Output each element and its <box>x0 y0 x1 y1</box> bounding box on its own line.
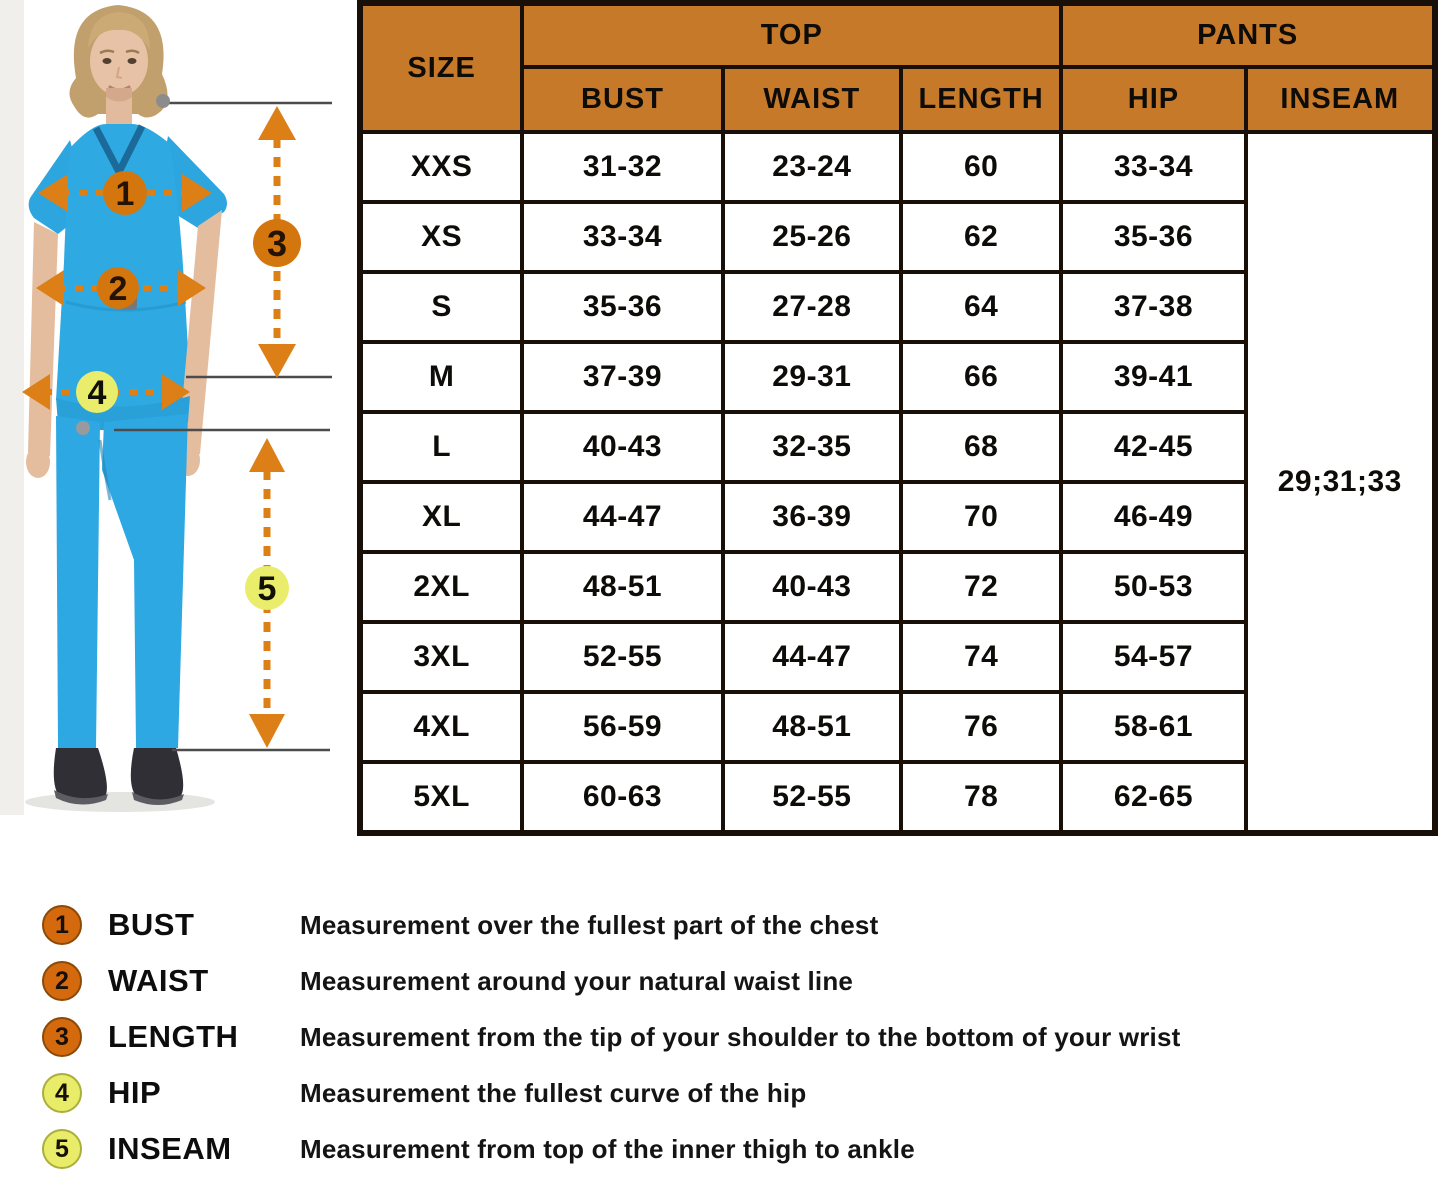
model-photo <box>0 0 358 815</box>
measurement-legend <box>42 897 1181 1177</box>
length-marker-number: 3 <box>266 223 288 264</box>
waist-marker-number: 2 <box>108 270 128 308</box>
legend-item-waist <box>42 953 1181 1009</box>
cell-waist: 48-51 <box>723 692 901 762</box>
table-row <box>360 132 1435 202</box>
legend-label: HIP <box>108 1075 162 1110</box>
cell-waist: 27-28 <box>723 272 901 342</box>
inseam-marker-number: 5 <box>257 570 277 608</box>
cell-hip: 33-34 <box>1061 132 1245 202</box>
legend-item-length <box>42 1009 1181 1065</box>
cell-hip: 46-49 <box>1061 482 1245 552</box>
cell-hip: 37-38 <box>1061 272 1245 342</box>
legend-item-bust <box>42 897 1181 953</box>
cell-bust: 37-39 <box>522 342 722 412</box>
header-inseam: INSEAM <box>1246 67 1435 132</box>
legend-badge-3: 3 <box>42 1017 82 1057</box>
cell-length: 74 <box>901 622 1061 692</box>
legend-badge-4: 4 <box>42 1073 82 1113</box>
cell-hip: 35-36 <box>1061 202 1245 272</box>
legend-description: Measurement from the tip of your shoulder to the bottom of your wrist <box>300 1021 1181 1052</box>
cell-waist: 29-31 <box>723 342 901 412</box>
cell-inseam-merged: 29;31;33 <box>1246 132 1435 833</box>
legend-badge-2: 2 <box>42 961 82 1001</box>
legend-item-inseam <box>42 1121 1181 1177</box>
cell-bust: 48-51 <box>522 552 722 622</box>
legend-badge-5: 5 <box>42 1129 82 1169</box>
cell-size: 2XL <box>360 552 522 622</box>
legend-description: Measurement the fullest curve of the hip <box>300 1077 807 1108</box>
legend-label: BUST <box>108 907 195 942</box>
hip-marker-number: 4 <box>87 374 107 412</box>
header-waist: WAIST <box>723 67 901 132</box>
cell-length: 68 <box>901 412 1061 482</box>
cell-size: L <box>360 412 522 482</box>
cell-hip: 54-57 <box>1061 622 1245 692</box>
legend-description: Measurement over the fullest part of the chest <box>300 909 879 940</box>
cell-bust: 44-47 <box>522 482 722 552</box>
cell-size: S <box>360 272 522 342</box>
cell-size: XL <box>360 482 522 552</box>
cell-length: 78 <box>901 762 1061 833</box>
cell-bust: 60-63 <box>522 762 722 833</box>
cell-bust: 31-32 <box>522 132 722 202</box>
legend-label: INSEAM <box>108 1131 232 1166</box>
cell-bust: 40-43 <box>522 412 722 482</box>
cell-hip: 39-41 <box>1061 342 1245 412</box>
model-illustration <box>0 0 358 815</box>
header-bust: BUST <box>522 67 722 132</box>
cell-size: XXS <box>360 132 522 202</box>
cell-bust: 56-59 <box>522 692 722 762</box>
bust-marker-number: 1 <box>115 175 135 213</box>
header-hip: HIP <box>1061 67 1245 132</box>
legend-badge-1: 1 <box>42 905 82 945</box>
legend-item-hip <box>42 1065 1181 1121</box>
legend-label: LENGTH <box>108 1019 239 1054</box>
cell-hip: 58-61 <box>1061 692 1245 762</box>
cell-waist: 36-39 <box>723 482 901 552</box>
cell-length: 70 <box>901 482 1061 552</box>
cell-size: 5XL <box>360 762 522 833</box>
cell-waist: 32-35 <box>723 412 901 482</box>
cell-size: 3XL <box>360 622 522 692</box>
cell-waist: 44-47 <box>723 622 901 692</box>
cell-size: M <box>360 342 522 412</box>
cell-size: XS <box>360 202 522 272</box>
cell-length: 66 <box>901 342 1061 412</box>
header-group-pants: PANTS <box>1061 3 1435 67</box>
cell-length: 76 <box>901 692 1061 762</box>
cell-waist: 40-43 <box>723 552 901 622</box>
cell-waist: 23-24 <box>723 132 901 202</box>
cell-hip: 62-65 <box>1061 762 1245 833</box>
cell-size: 4XL <box>360 692 522 762</box>
cell-bust: 35-36 <box>522 272 722 342</box>
legend-description: Measurement from top of the inner thigh to ankle <box>300 1133 915 1164</box>
cell-length: 64 <box>901 272 1061 342</box>
cell-bust: 33-34 <box>522 202 722 272</box>
cell-bust: 52-55 <box>522 622 722 692</box>
cell-waist: 25-26 <box>723 202 901 272</box>
cell-hip: 42-45 <box>1061 412 1245 482</box>
cell-waist: 52-55 <box>723 762 901 833</box>
cell-hip: 50-53 <box>1061 552 1245 622</box>
header-group-top: TOP <box>522 3 1061 67</box>
legend-description: Measurement around your natural waist line <box>300 965 854 996</box>
size-table <box>357 0 1438 836</box>
cell-length: 72 <box>901 552 1061 622</box>
header-length: LENGTH <box>901 67 1061 132</box>
cell-length: 62 <box>901 202 1061 272</box>
header-size: SIZE <box>360 3 522 132</box>
legend-label: WAIST <box>108 963 209 998</box>
cell-length: 60 <box>901 132 1061 202</box>
